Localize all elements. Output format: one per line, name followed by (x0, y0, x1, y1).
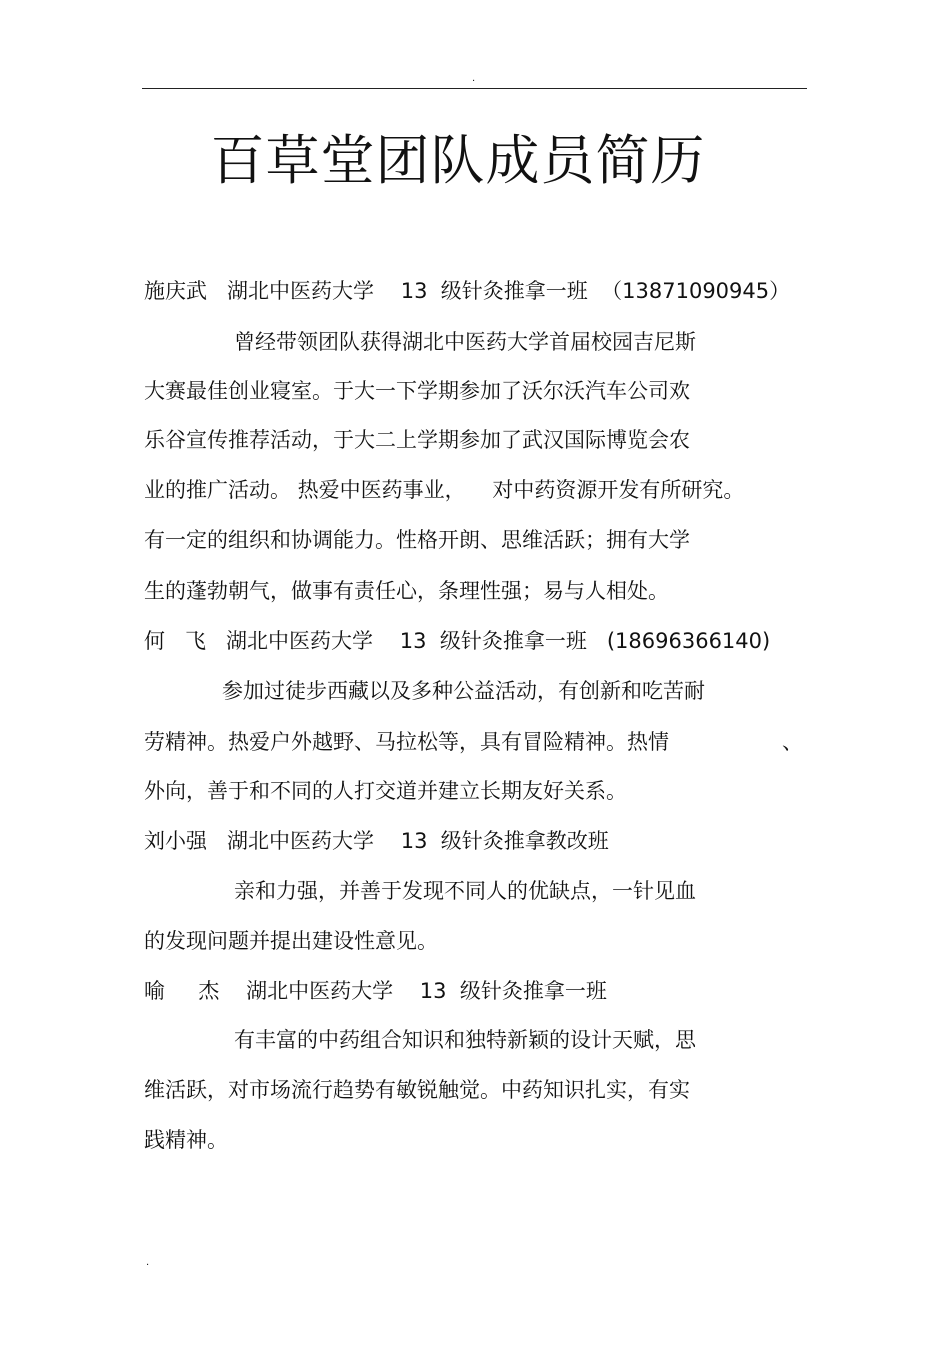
member-bio-line: 劳精神。热爱户外越野、马拉松等，具有冒险精神。热情 (144, 730, 669, 754)
member-bio-line: 参加过徒步西藏以及多种公益活动，有创新和吃苦耐 (222, 679, 705, 703)
member-bio-line: 大赛最佳创业寝室。于大一下学期参加了沃尔沃汽车公司欢 (144, 379, 690, 403)
member-bio-line: 生的蓬勃朝气，做事有责任心，条理性强；易与人相处。 (144, 579, 669, 603)
header-rule (142, 88, 807, 89)
member-bio-line: 有一定的组织和协调能力。性格开朗、思维活跃；拥有大学 (144, 528, 690, 552)
member-bio-line: 亲和力强，并善于发现不同人的优缺点，一针见血 (234, 879, 696, 903)
member-heading: 刘小强 湖北中医药大学 13 级针灸推拿教改班 (144, 829, 609, 853)
member-heading: 施庆武 湖北中医药大学 13 级针灸推拿一班 （13871090945） (144, 279, 791, 303)
member-bio-line: 的发现问题并提出建设性意见。 (144, 929, 438, 953)
member-bio-line: 外向，善于和不同的人打交道并建立长期友好关系。 (144, 779, 627, 803)
footer-dot: . (146, 1257, 150, 1268)
member-bio-line: 践精神。 (144, 1128, 228, 1152)
member-heading: 何 飞 湖北中医药大学 13 级针灸推拿一班 (18696366140) (144, 629, 771, 653)
member-bio-line: 乐谷宣传推荐活动，于大二上学期参加了武汉国际博览会农 (144, 428, 690, 452)
trailing-punctuation: 、 (782, 730, 803, 754)
page-title: 百草堂团队成员简历 (210, 129, 706, 192)
member-bio-line: 业的推广活动。 热爱中医药事业， 对中药资源开发有所研究。 (144, 478, 745, 502)
member-heading: 喻 杰 湖北中医药大学 13 级针灸推拿一班 (144, 979, 607, 1003)
header-dot: . (472, 73, 476, 84)
member-bio-line: 有丰富的中药组合知识和独特新颖的设计天赋，思 (234, 1028, 696, 1052)
member-bio-line: 维活跃，对市场流行趋势有敏锐触觉。中药知识扎实，有实 (144, 1078, 690, 1102)
member-bio-line: 曾经带领团队获得湖北中医药大学首届校园吉尼斯 (234, 330, 696, 354)
